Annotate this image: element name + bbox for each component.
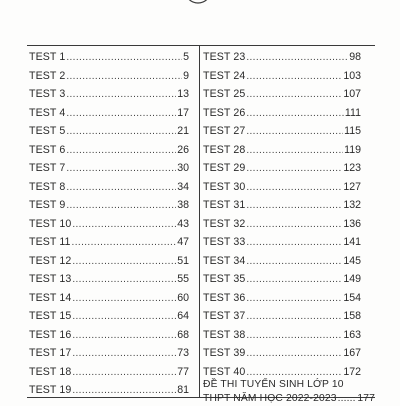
toc-entry-page: 163	[343, 328, 361, 341]
toc-entry[interactable]	[203, 122, 361, 141]
toc-entry-label: TEST 25	[203, 88, 246, 100]
toc-entry-page: 13	[177, 88, 189, 100]
toc-entry-label: TEST 31	[203, 199, 246, 211]
dot-leader	[246, 68, 342, 87]
toc-entry-page: 73	[177, 347, 189, 359]
toc-entry-page: 43	[177, 217, 189, 230]
toc-entry-page: 21	[177, 125, 189, 137]
dot-leader	[72, 234, 177, 253]
dot-leader	[72, 216, 176, 235]
toc-entry[interactable]	[203, 215, 361, 234]
toc-entry-page: 136	[343, 217, 361, 230]
dot-leader	[246, 327, 342, 346]
toc-entry[interactable]	[29, 289, 189, 308]
dot-leader	[72, 364, 176, 383]
toc-entry-label: TEST 7	[29, 162, 66, 174]
toc-entry-label: TEST 34	[203, 254, 246, 267]
toc-entry-label: TEST 1	[29, 51, 66, 63]
dot-leader	[246, 179, 342, 198]
toc-entry-page: 115	[344, 125, 361, 137]
toc-entry-page: 60	[177, 291, 189, 304]
dot-leader	[72, 271, 176, 290]
toc-entry-page: 141	[343, 236, 361, 248]
toc-entry[interactable]	[203, 141, 361, 160]
toc-entry[interactable]	[203, 196, 361, 215]
toc-entry[interactable]	[203, 85, 361, 104]
toc-entry-page: 107	[343, 88, 361, 100]
dot-leader	[66, 86, 176, 105]
toc-entry[interactable]	[29, 233, 189, 252]
toc-entry-label: TEST 10	[29, 217, 72, 230]
toc-entry[interactable]	[29, 178, 189, 197]
toc-entry-label: TEST 23	[203, 51, 246, 63]
toc-entry-label: TEST 13	[29, 273, 72, 285]
toc-entry-page: 111	[344, 106, 361, 119]
dot-leader	[246, 197, 342, 216]
toc-entry-page: 17	[177, 106, 189, 119]
toc-entry[interactable]	[29, 363, 189, 382]
toc-entry-page: 81	[177, 384, 189, 396]
toc-entry-label: TEST 28	[203, 143, 246, 156]
toc-entry[interactable]	[29, 159, 189, 178]
toc-entry-label: TEST 37	[203, 310, 246, 322]
toc-entry[interactable]	[29, 307, 189, 326]
dot-leader	[246, 253, 342, 272]
header-ornament-icon	[181, 0, 215, 18]
dot-leader	[66, 68, 182, 87]
toc-entry-page: 103	[343, 69, 361, 82]
toc-entry-label: TEST 39	[203, 347, 246, 359]
dot-leader	[246, 123, 343, 142]
toc-final-entry[interactable]	[203, 378, 375, 406]
toc-final-entry-title: ĐỀ THI TUYỂN SINH LỚP 10	[203, 379, 344, 390]
toc-entry-label: TEST 11	[29, 236, 71, 248]
dot-leader	[246, 216, 342, 235]
toc-entry-label: TEST 40	[203, 365, 246, 378]
dot-leader	[66, 197, 176, 216]
toc-entry[interactable]	[203, 233, 361, 252]
toc-entry-page: 51	[177, 254, 189, 267]
toc-entry[interactable]	[29, 141, 189, 160]
toc-entry[interactable]	[203, 48, 361, 67]
toc-entry-page: 64	[177, 310, 189, 322]
dot-leader	[246, 271, 342, 290]
toc-entry-label: TEST 32	[203, 217, 246, 230]
toc-entry-label: TEST 16	[29, 328, 72, 341]
toc-entry-page: 132	[343, 199, 361, 211]
toc-entry-label: TEST 24	[203, 69, 246, 82]
dot-leader	[246, 105, 344, 124]
toc-entry[interactable]	[203, 104, 361, 123]
toc-entry-label: TEST 14	[29, 291, 72, 304]
toc-entry-label: TEST 29	[203, 162, 246, 174]
toc-entry-page: 55	[177, 273, 189, 285]
dot-leader	[246, 308, 342, 327]
toc-entry[interactable]	[203, 344, 361, 363]
toc-entry-page: 77	[177, 365, 189, 378]
toc-entry[interactable]	[203, 159, 361, 178]
toc-entry-label: TEST 35	[203, 273, 246, 285]
toc-entry[interactable]	[29, 381, 189, 400]
toc-entry-page: 145	[343, 254, 361, 267]
toc-entry-page: 119	[344, 143, 361, 156]
dot-leader	[246, 160, 342, 179]
toc-entry-label: TEST 12	[29, 254, 72, 267]
dot-leader	[246, 86, 342, 105]
toc-entry-page: 5	[183, 51, 189, 63]
toc-entry-label: TEST 36	[203, 291, 246, 304]
toc-entry-page: 38	[177, 199, 189, 211]
column-divider	[199, 45, 200, 397]
dot-leader	[338, 392, 357, 406]
toc-entry-page: 154	[343, 291, 361, 304]
toc-entry[interactable]	[203, 326, 361, 345]
dot-leader	[72, 345, 176, 364]
toc-entry-label: TEST 19	[29, 384, 72, 396]
toc-entry[interactable]	[29, 326, 189, 345]
toc-entry-page: 30	[177, 162, 189, 174]
dot-leader	[246, 49, 348, 68]
dot-leader	[72, 290, 176, 309]
toc-entry-page: 123	[343, 162, 361, 174]
dot-leader	[66, 160, 176, 179]
toc-entry-label: TEST 27	[203, 125, 246, 137]
toc-entry-page: 167	[343, 347, 361, 359]
dot-leader	[66, 142, 176, 161]
toc-entry[interactable]	[29, 122, 189, 141]
toc-entry-page: 9	[183, 69, 189, 82]
toc-final-entry-page: 177	[357, 393, 375, 404]
dot-leader	[66, 179, 176, 198]
toc-entry-label: TEST 4	[29, 106, 66, 119]
toc-entry[interactable]	[203, 252, 361, 271]
dot-leader	[246, 290, 342, 309]
toc-entry-page: 158	[343, 310, 361, 322]
dot-leader	[246, 234, 342, 253]
dot-leader	[66, 123, 176, 142]
toc-entry[interactable]	[29, 270, 189, 289]
dot-leader	[72, 253, 176, 272]
dot-leader	[72, 327, 176, 346]
toc-entry-label: TEST 9	[29, 199, 66, 211]
toc-entry-label: TEST 17	[29, 347, 72, 359]
toc-entry-label: TEST 2	[29, 69, 66, 82]
toc-entry-page: 98	[349, 51, 361, 63]
toc-entry[interactable]	[29, 48, 189, 67]
toc-entry-page: 26	[177, 143, 189, 156]
toc-entry-label: TEST 3	[29, 88, 66, 100]
toc-entry[interactable]	[29, 344, 189, 363]
toc-entry-label: TEST 5	[29, 125, 66, 137]
toc-entry-page: 68	[177, 328, 189, 341]
toc-entry[interactable]	[29, 252, 189, 271]
toc-entry-label: TEST 26	[203, 106, 246, 119]
toc-entry[interactable]	[29, 215, 189, 234]
toc-entry[interactable]	[29, 104, 189, 123]
toc-entry-page: 172	[343, 365, 361, 378]
toc-entry[interactable]	[29, 67, 189, 86]
toc-entry[interactable]	[203, 307, 361, 326]
toc-entry[interactable]	[203, 289, 361, 308]
dot-leader	[66, 105, 176, 124]
dot-leader	[246, 345, 342, 364]
toc-entry-label: TEST 6	[29, 143, 66, 156]
dot-leader	[246, 142, 343, 161]
toc-entry[interactable]	[29, 196, 189, 215]
toc-entry-label: TEST 15	[29, 310, 72, 322]
toc-entry-page: 149	[343, 273, 361, 285]
toc-entry[interactable]	[29, 85, 189, 104]
dot-leader	[66, 49, 182, 68]
toc-entry[interactable]	[203, 67, 361, 86]
dot-leader	[72, 308, 176, 327]
toc-right-column	[203, 48, 361, 381]
toc-final-entry-subtitle: THPT NĂM HỌC 2022-2023	[203, 393, 337, 404]
toc-entry-label: TEST 38	[203, 328, 246, 341]
toc-entry-label: TEST 33	[203, 236, 246, 248]
dot-leader	[72, 382, 176, 401]
toc-entry-label: TEST 18	[29, 365, 72, 378]
table-top-rule	[27, 45, 375, 46]
toc-entry-page: 47	[177, 236, 189, 248]
toc-entry[interactable]	[203, 270, 361, 289]
toc-left-column	[29, 48, 189, 400]
toc-entry[interactable]	[203, 178, 361, 197]
toc-entry-page: 127	[343, 180, 361, 193]
toc-entry-label: TEST 30	[203, 180, 246, 193]
toc-entry-page: 34	[177, 180, 189, 193]
toc-entry-label: TEST 8	[29, 180, 66, 193]
